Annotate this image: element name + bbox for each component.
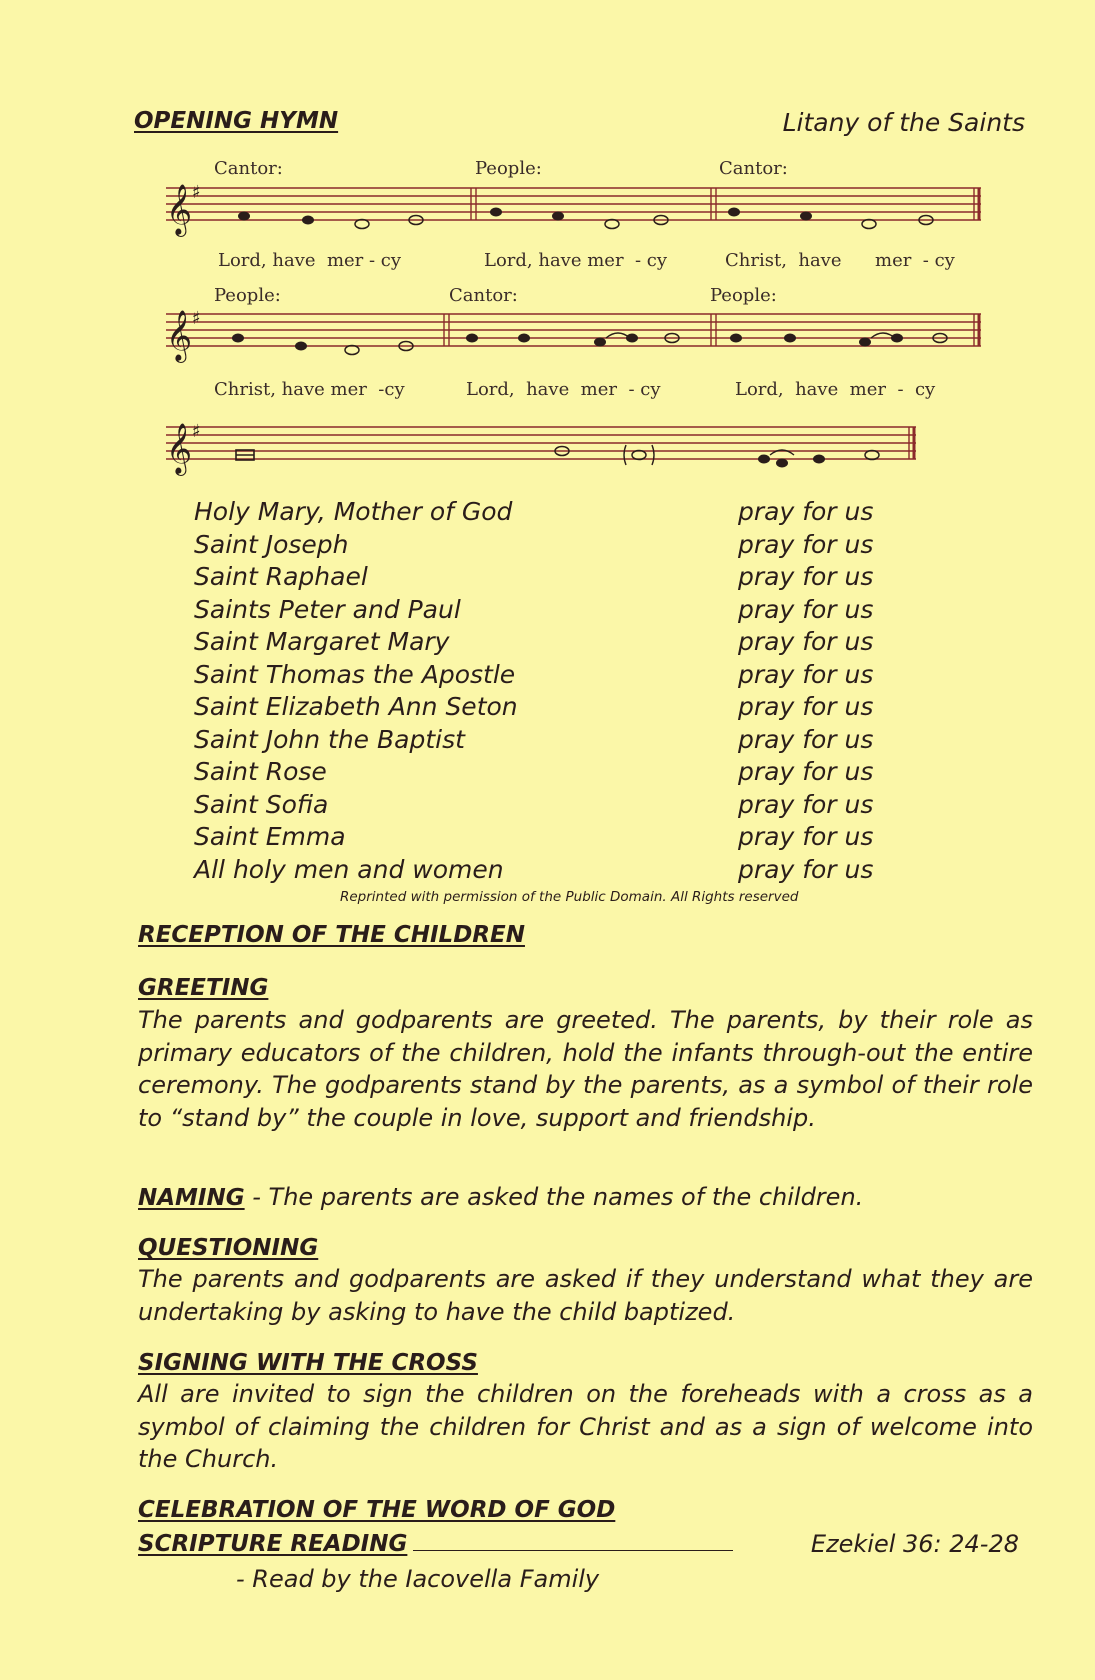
reprint-note: Reprinted with permission of the Public Domain. All Rights reserved xyxy=(340,889,799,905)
litany-list xyxy=(194,497,894,887)
litany-saint-name: Saint Raphael xyxy=(194,562,368,591)
staff1-label-3: Cantor: xyxy=(719,158,788,179)
litany-response: pray for us xyxy=(738,757,874,786)
litany-row xyxy=(194,725,894,758)
music-staff-1 xyxy=(166,180,986,250)
staff2-lyric-1: Christ, have mer -cy xyxy=(214,379,405,400)
scripture-reference: Ezekiel 36: 24-28 xyxy=(810,1530,1019,1558)
litany-saint-name: Saint Emma xyxy=(194,822,346,851)
litany-row xyxy=(194,595,894,628)
naming-text: - The parents are asked the names of the children. xyxy=(244,1183,864,1211)
svg-text:𝄞: 𝄞 xyxy=(166,184,193,235)
litany-response: pray for us xyxy=(738,822,874,851)
litany-saint-name: Saint John the Baptist xyxy=(194,724,465,754)
hymn-subtitle: Litany of the Saints xyxy=(782,108,1025,137)
litany-row xyxy=(194,627,894,660)
litany-row xyxy=(194,822,894,855)
questioning-heading: QUESTIONING xyxy=(138,1235,319,1261)
scripture-blank-line xyxy=(413,1530,733,1551)
litany-saint-name: All holy men and women xyxy=(194,854,504,884)
staff2-label-2: Cantor: xyxy=(449,285,518,306)
litany-response: pray for us xyxy=(738,659,874,689)
litany-row xyxy=(194,660,894,693)
scripture-reader: - Read by the Iacovella Family xyxy=(236,1565,600,1593)
staff1-lyric-1: Lord, have mer - cy xyxy=(218,250,402,271)
staff2-label-3: People: xyxy=(710,285,777,306)
signing-text: All are invited to sign the children on the foreheads with a cross as a symbol of claiming the children for Christ and as a sign of welcome into the Church. xyxy=(138,1380,1033,1473)
litany-row xyxy=(194,790,894,823)
naming-heading: NAMING xyxy=(138,1185,245,1211)
litany-row xyxy=(194,530,894,563)
reception-heading: RECEPTION OF THE CHILDREN xyxy=(138,922,525,948)
staff2-lyric-2: Lord, have mer - cy xyxy=(466,379,661,400)
svg-text:𝄞: 𝄞 xyxy=(166,423,193,474)
litany-response: pray for us xyxy=(738,724,874,754)
litany-saint-name: Holy Mary, Mother of God xyxy=(194,497,513,526)
celebration-heading: CELEBRATION OF THE WORD OF GOD xyxy=(138,1497,616,1523)
greeting-heading: GREETING xyxy=(138,975,269,1001)
naming-line xyxy=(138,1183,1033,1211)
svg-text:♯: ♯ xyxy=(192,308,201,329)
staff1-lyric-4: mer - cy xyxy=(875,250,955,271)
litany-response: pray for us xyxy=(738,692,874,721)
staff1-lyric-2: Lord, have mer - cy xyxy=(484,250,668,271)
litany-saint-name: Saint Thomas the Apostle xyxy=(194,659,516,689)
litany-row xyxy=(194,757,894,790)
music-staff-2 xyxy=(166,306,986,376)
svg-text:♯: ♯ xyxy=(192,421,201,442)
litany-saint-name: Saint Sofia xyxy=(194,789,329,819)
staff2-lyric-3: Lord, have mer - cy xyxy=(735,379,936,400)
svg-text:♯: ♯ xyxy=(192,182,201,203)
litany-response: pray for us xyxy=(738,627,874,656)
litany-response: pray for us xyxy=(738,497,874,526)
litany-response: pray for us xyxy=(738,854,874,884)
litany-row xyxy=(194,855,894,888)
scripture-line xyxy=(138,1530,1033,1557)
litany-row xyxy=(194,562,894,595)
litany-saint-name: Saints Peter and Paul xyxy=(194,594,461,624)
greeting-text: The parents and godparents are greeted. The parents, by their role as primary educators of the children, hold the infants through-out the entire ceremony. The godparents stand by the parents, as a symbol of their role to “stand by” the couple in love, support and friendship. xyxy=(138,1006,1033,1132)
staff1-lyric-3: Christ, have xyxy=(725,250,842,271)
staff1-label-1: Cantor: xyxy=(214,158,283,179)
litany-response: pray for us xyxy=(738,789,874,819)
svg-text:𝄞: 𝄞 xyxy=(166,310,193,361)
litany-saint-name: Saint Elizabeth Ann Seton xyxy=(194,692,518,721)
litany-saint-name: Saint Rose xyxy=(194,757,327,786)
litany-row xyxy=(194,497,894,530)
litany-saint-name: Saint Margaret Mary xyxy=(194,627,450,656)
staff1-label-2: People: xyxy=(475,158,542,179)
litany-row xyxy=(194,692,894,725)
signing-heading: SIGNING WITH THE CROSS xyxy=(138,1350,478,1376)
hymn-heading: OPENING HYMN xyxy=(134,108,339,134)
litany-response: pray for us xyxy=(738,594,874,624)
litany-saint-name: Saint Joseph xyxy=(194,529,349,559)
litany-response: pray for us xyxy=(738,529,874,559)
staff2-label-1: People: xyxy=(214,285,281,306)
questioning-text: The parents and godparents are asked if they understand what they are undertaking by asking to have the child baptized. xyxy=(138,1265,1033,1326)
litany-response: pray for us xyxy=(738,562,874,591)
music-staff-3 xyxy=(166,419,926,489)
scripture-heading: SCRIPTURE READING xyxy=(138,1531,408,1557)
